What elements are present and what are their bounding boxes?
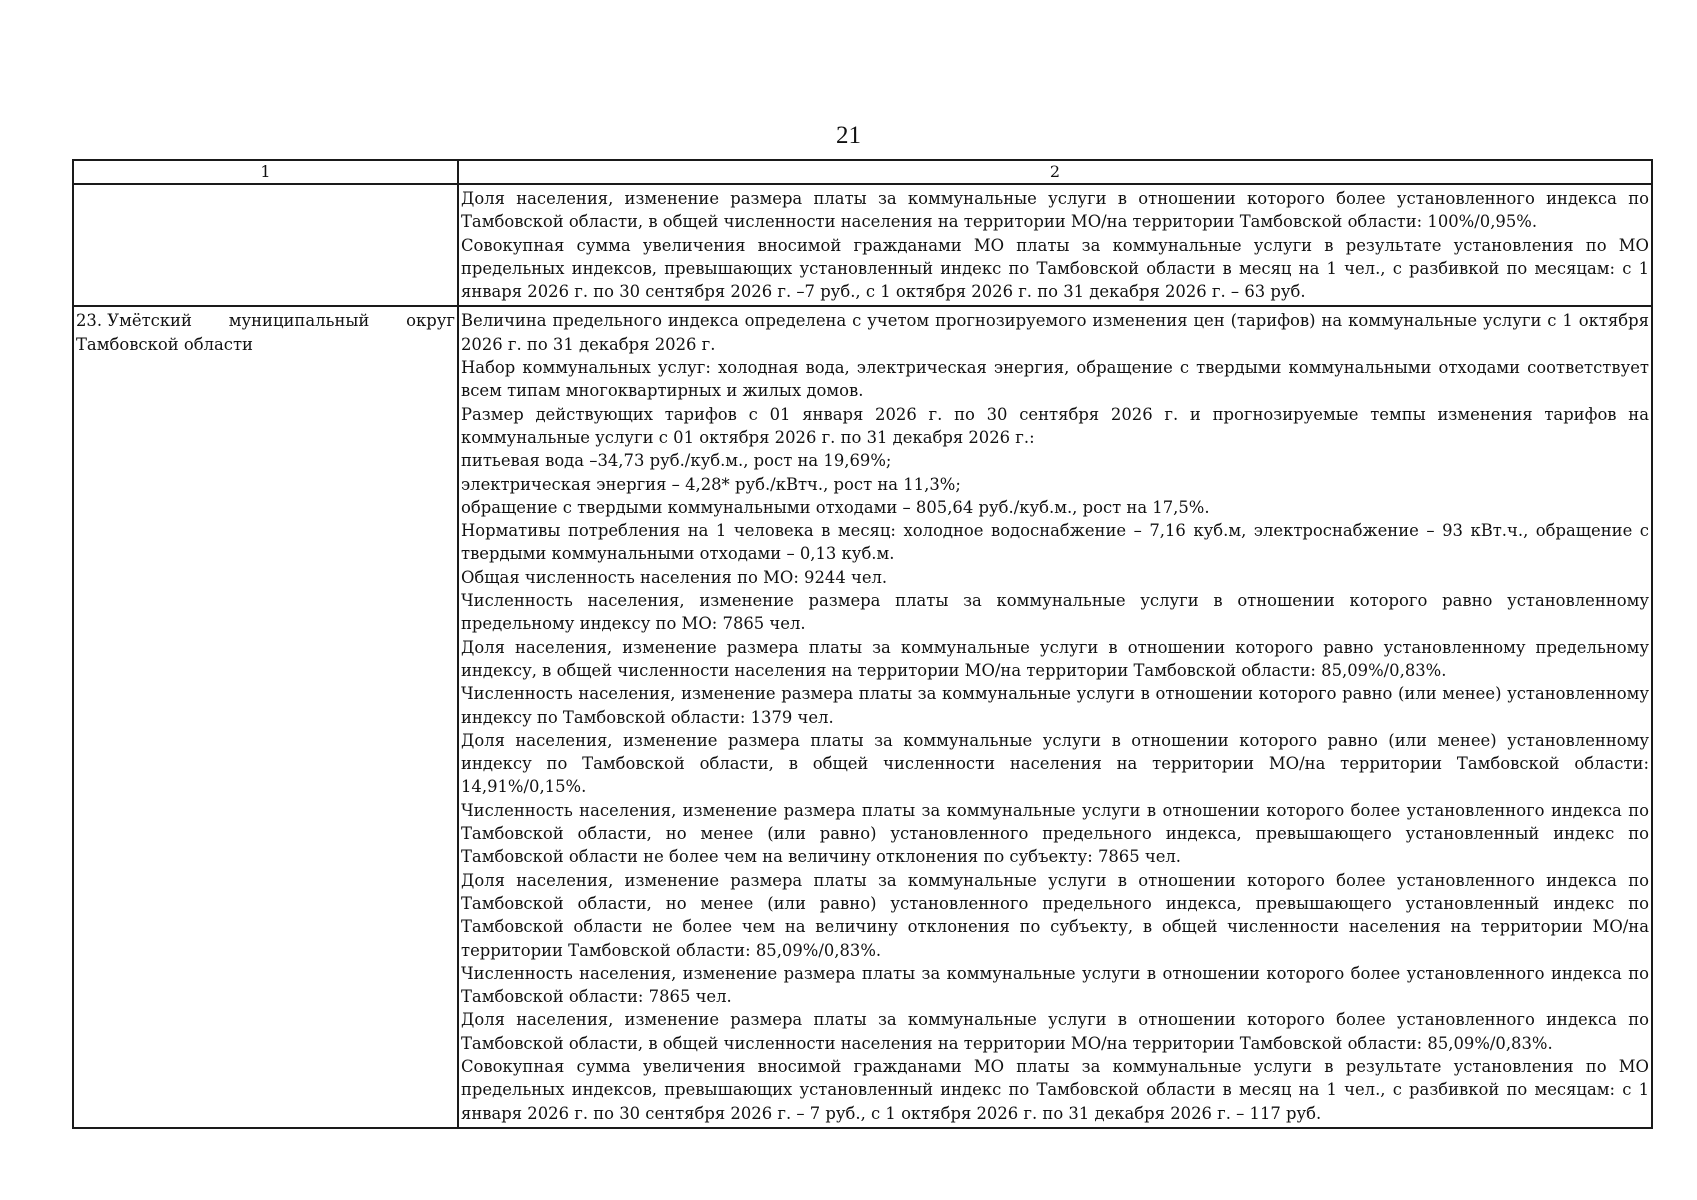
paragraph: Численность населения, изменение размера платы за коммунальные услуги в отношении которого равно (или менее) установленному индексу по Тамбовской области: 1379 чел. bbox=[461, 684, 1649, 727]
paragraph: Совокупная сумма увеличения вносимой гражданами МО платы за коммунальные услуги в результате установления по МО предельных индексов, превышающих установленный индекс по Тамбовской области в месяц на 1 чел., с разбивкой по месяцам: с 1 января 2026 г. по 30 сентября 2026 г. – 7 руб., с 1 октября 2026 г. по 31 декабря 2026 г. – 117 руб. bbox=[461, 1056, 1649, 1123]
paragraph: Совокупная сумма увеличения вносимой гражданами МО платы за коммунальные услуги в результате установления по МО предельных индексов, превышающих установленный индекс по Тамбовской области в месяц на 1 чел., с разбивкой по месяцам: с 1 января 2026 г. по 30 сентября 2026 г. –7 руб., с 1 октября 2026 г. по 31 декабря 2026 г. – 63 руб. bbox=[461, 235, 1649, 302]
column-header-1: 1 bbox=[73, 160, 458, 184]
paragraph: Величина предельного индекса определена с учетом прогнозируемого изменения цен (тарифов) на коммунальные услуги с 1 октября 2026 г. по 31 декабря 2026 г. bbox=[461, 311, 1649, 354]
paragraph: Размер действующих тарифов с 01 января 2026 г. по 30 сентября 2026 г. и прогнозируемые темпы изменения тарифов на коммунальные услуги с 01 октября 2026 г. по 31 декабря 2026 г.: bbox=[461, 404, 1649, 447]
paragraph: Доля населения, изменение размера платы за коммунальные услуги в отношении которого более установленного индекса по Тамбовской области, в общей численности населения на территории МО/на территории Тамбовской области: 85,09%/0,83%. bbox=[461, 1010, 1649, 1053]
table-row bbox=[73, 306, 1652, 1127]
page-number: 21 bbox=[836, 122, 861, 149]
paragraph: Доля населения, изменение размера платы за коммунальные услуги в отношении которого равно установленному предельному индексу, в общей численности населения на территории МО/на территории Тамбовской области: 85,09%/0,83%. bbox=[461, 637, 1649, 680]
paragraph: Нормативы потребления на 1 человека в месяц: холодное водоснабжение – 7,16 куб.м, электроснабжение – 93 кВт.ч., обращение с твердыми коммунальными отходами – 0,13 куб.м. bbox=[461, 521, 1649, 564]
paragraph: Доля населения, изменение размера платы за коммунальные услуги в отношении которого равно (или менее) установленному индексу по Тамбовской области, в общей численности населения на территории МО/на территории Тамбовской области: 14,91%/0,15%. bbox=[461, 730, 1649, 797]
table-header-row bbox=[73, 160, 1652, 184]
paragraph: Общая численность населения по МО: 9244 чел. bbox=[461, 567, 888, 587]
table-row bbox=[73, 184, 1652, 306]
row-content bbox=[458, 184, 1652, 306]
row-label-line-2: Тамбовской области bbox=[76, 334, 253, 354]
row-label bbox=[73, 306, 458, 1127]
row-label-part: округ bbox=[406, 311, 455, 331]
row-label-empty bbox=[73, 184, 458, 306]
column-header-2: 2 bbox=[458, 160, 1652, 184]
row-content bbox=[458, 306, 1652, 1127]
paragraph: Численность населения, изменение размера платы за коммунальные услуги в отношении которого равно установленному предельному индексу по МО: 7865 чел. bbox=[461, 591, 1649, 634]
row-label-part: 23. Умётский bbox=[76, 311, 192, 331]
paragraph: обращение с твердыми коммунальными отходами – 805,64 руб./куб.м., рост на 17,5%. bbox=[461, 497, 1210, 517]
paragraph: Численность населения, изменение размера платы за коммунальные услуги в отношении которого более установленного индекса по Тамбовской области, но менее (или равно) установленного предельного индекса, превышающего установленный индекс по Тамбовской области не более чем на величину отклонения по субъекту: 7865 чел. bbox=[461, 800, 1649, 867]
paragraph: Набор коммунальных услуг: холодная вода, электрическая энергия, обращение с твердыми коммунальными отходами соответствует всем типам многоквартирных и жилых домов. bbox=[461, 358, 1649, 401]
paragraph: Доля населения, изменение размера платы за коммунальные услуги в отношении которого более установленного индекса по Тамбовской области, но менее (или равно) установленного предельного индекса, превышающего установленный индекс по Тамбовской области не более чем на величину отклонения по субъекту, в общей численности населения на территории МО/на территории Тамбовской области: 85,09%/0,83%. bbox=[461, 870, 1649, 960]
paragraph: Численность населения, изменение размера платы за коммунальные услуги в отношении которого более установленного индекса по Тамбовской области: 7865 чел. bbox=[461, 963, 1649, 1007]
row-label-line-1 bbox=[76, 309, 455, 332]
data-table bbox=[72, 159, 1653, 1129]
paragraph: Доля населения, изменение размера платы за коммунальные услуги в отношении которого более установленного индекса по Тамбовской области, в общей численности населения на территории МО/на территории Тамбовской области: 100%/0,95%. bbox=[461, 189, 1649, 232]
paragraph: питьевая вода –34,73 руб./куб.м., рост на 19,69%; bbox=[461, 451, 892, 471]
paragraph: электрическая энергия – 4,28* руб./кВтч., рост на 11,3%; bbox=[461, 474, 961, 494]
row-label-part: муниципальный bbox=[228, 311, 370, 331]
